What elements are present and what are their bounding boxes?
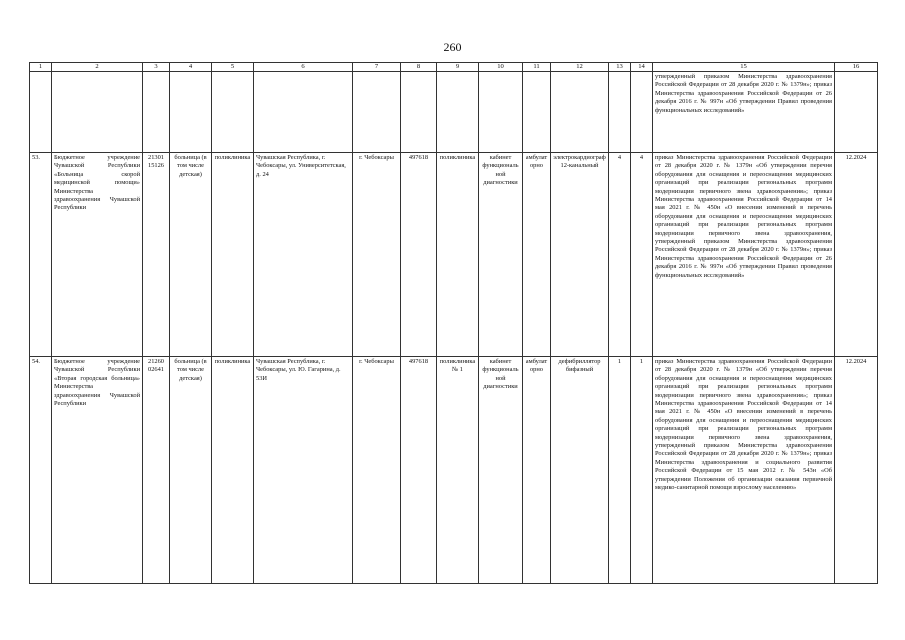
organization-cell: Бюджетное учреждение Чувашской Республики «Больница скорой медицинской помощи» Министерства здравоохранения Чувашской Республики — [52, 153, 143, 357]
room-cell: кабинет функциональной диагностики — [479, 153, 523, 357]
column-number: 8 — [401, 63, 437, 72]
quantity-need-cell: 1 — [609, 357, 631, 584]
column-number: 15 — [653, 63, 835, 72]
org-type-cell: больница (в том числе детская) — [170, 357, 212, 584]
column-number: 2 — [52, 63, 143, 72]
locality-cell: г. Чебоксары — [353, 153, 401, 357]
org-code-cell: 21301 15126 — [143, 153, 170, 357]
room-cell: кабинет функциональной диагностики — [479, 357, 523, 584]
row-number-cell: 54. — [30, 357, 52, 584]
column-number: 12 — [551, 63, 609, 72]
unit-cell: поликлиника — [212, 153, 254, 357]
column-number: 6 — [254, 63, 353, 72]
regulatory-documents-cell: приказ Министерства здравоохранения Российской Федерации от 28 декабря 2020 г. № 1379н «Об утверждении перечня оборудования для оснащения и переоснащения медицинских организаций при реализации региональных программ модернизации первичного звена здравоохранения»; приказ Министерства здравоохранения Российской Федерации от 14 мая 2021 г. № 450н «О внесении изменений в перечень оборудования для оснащения и переоснащения медицинских организаций при реализации региональных программ модернизации первичного звена здравоохранения, утвержденный приказом Министерства здравоохранения Российской Федерации от 28 декабря 2020 г. № 1379н»; приказ Министерства здравоохранения Российской Федерации от 26 декабря 2016 г. № 997н «Об утверждении Правил проведения функциональных исследований» — [653, 153, 835, 357]
unit-cell: поликлиника — [212, 357, 254, 584]
delivery-date-cell: 12.2024 — [835, 153, 878, 357]
row-number-cell: 53. — [30, 153, 52, 357]
care-condition-cell: амбулаторно — [523, 357, 551, 584]
quantity-need-cell: 4 — [609, 153, 631, 357]
org-code-cell: 21260 02641 — [143, 357, 170, 584]
column-number: 14 — [631, 63, 653, 72]
regulatory-documents-cell: приказ Министерства здравоохранения Российской Федерации от 28 декабря 2020 г. № 1379н «Об утверждении перечня оборудования для оснащения и переоснащения медицинских организаций при реализации региональных программ модернизации первичного звена здравоохранения»; приказ Министерства здравоохранения Российской Федерации от 14 мая 2021 г. № 450н «О внесении изменений в перечень оборудования для оснащения и переоснащения медицинских организаций при реализации региональных программ модернизации первичного звена здравоохранения, утвержденный приказом Министерства здравоохранения Российской Федерации от 28 декабря 2020 г. № 1379н»; приказ Министерства здравоохранения и социального развития Российской Федерации от 15 мая 2012 г. № 543н «Об утверждении Положения об организации оказания первичной медико-санитарной помощи взрослому населению» — [653, 357, 835, 584]
column-number: 11 — [523, 63, 551, 72]
equipment-cell: дефибриллятор бифазный — [551, 357, 609, 584]
address-cell: Чувашская Республика, г. Чебоксары, ул. Университетская, д. 24 — [254, 153, 353, 357]
column-number: 7 — [353, 63, 401, 72]
department-cell: поликлиника — [437, 153, 479, 357]
page-number: 260 — [443, 40, 462, 54]
care-condition-cell: амбулаторно — [523, 153, 551, 357]
equipment-table — [29, 62, 878, 584]
table-row — [30, 153, 878, 357]
column-number: 9 — [437, 63, 479, 72]
oktmo-cell: 497618 — [401, 153, 437, 357]
organization-cell: Бюджетное учреждение Чувашской Республики «Вторая городская больница» Министерства здравоохранения Чувашской Республики — [52, 357, 143, 584]
equipment-cell: электрокардиограф 12-канальный — [551, 153, 609, 357]
column-number: 13 — [609, 63, 631, 72]
column-number: 3 — [143, 63, 170, 72]
column-number: 1 — [30, 63, 52, 72]
column-number: 10 — [479, 63, 523, 72]
oktmo-cell: 497618 — [401, 357, 437, 584]
column-number: 16 — [835, 63, 878, 72]
column-number: 5 — [212, 63, 254, 72]
table-row-continuation — [30, 72, 878, 153]
department-cell: поликлиника № 1 — [437, 357, 479, 584]
org-type-cell: больница (в том числе детская) — [170, 153, 212, 357]
address-cell: Чувашская Республика, г. Чебоксары, ул. Ю. Гагарина, д. 53И — [254, 357, 353, 584]
quantity-plan-cell: 4 — [631, 153, 653, 357]
quantity-plan-cell: 1 — [631, 357, 653, 584]
table-row — [30, 357, 878, 584]
regulatory-documents-cell: утвержденный приказом Министерства здравоохранения Российской Федерации от 28 декабря 2020 г. № 1379н»; приказ Министерства здравоохранения Российской Федерации от 26 декабря 2016 г. № 997н «Об утверждении Правил проведения функциональных исследований» — [653, 72, 835, 153]
locality-cell: г. Чебоксары — [353, 357, 401, 584]
delivery-date-cell: 12.2024 — [835, 357, 878, 584]
column-number: 4 — [170, 63, 212, 72]
column-number-row — [30, 63, 878, 72]
